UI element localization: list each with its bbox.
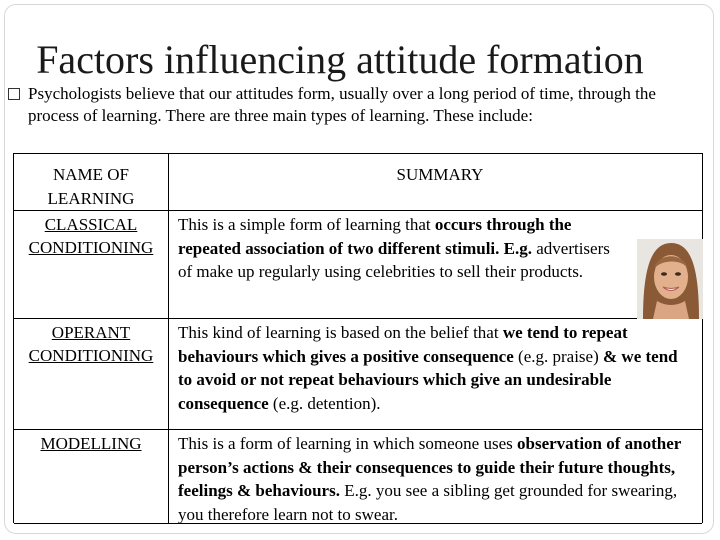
table-row xyxy=(14,211,702,319)
intro-text: Psychologists believe that our attitudes form, usually over a long period of time, through the process of learning. There are three main types of learning. These include: xyxy=(28,84,656,125)
summary-text: This is a simple form of learning that xyxy=(178,215,435,234)
summary-text: This is a form of learning in which someone uses xyxy=(178,434,517,453)
square-bullet-icon xyxy=(8,88,20,100)
row-summary-operant xyxy=(169,319,702,429)
header-col1-line1: NAME OF xyxy=(52,165,130,184)
table-row xyxy=(14,319,702,430)
row-name-modelling xyxy=(14,430,169,523)
header-name-of-learning xyxy=(14,154,169,210)
table-row xyxy=(14,430,702,524)
intro-paragraph xyxy=(8,83,708,127)
summary-text: E.g. you see a sibling get grounded for swearing, you therefore learn not to swear. xyxy=(178,481,678,524)
name-line1: MODELLING xyxy=(40,434,142,453)
learning-types-table xyxy=(13,153,703,523)
header-summary: SUMMARY xyxy=(396,165,484,184)
summary-bold-text: we tend to repeat behaviours which gives a positive consequence xyxy=(178,323,628,366)
row-name-classical xyxy=(14,211,169,318)
header-col1-line2: LEARNING xyxy=(47,189,135,208)
summary-bold-text: observation of another person’s actions & their consequences to guide their future thoughts, feelings & behaviours. xyxy=(178,434,682,500)
summary-bold-text: & we tend to avoid or not repeat behaviours which give an undesirable consequence xyxy=(178,346,678,413)
celebrity-photo xyxy=(637,239,703,319)
row-name-operant xyxy=(14,319,169,429)
name-line2: CONDITIONING xyxy=(28,346,154,365)
name-line2: CONDITIONING xyxy=(28,238,154,257)
summary-text: (e.g. detention). xyxy=(268,393,381,413)
summary-text: advertisers of make up regularly using celebrities to sell their products. xyxy=(178,238,610,281)
name-line1: CLASSICAL xyxy=(44,215,138,234)
summary-bold-text: occurs through the repeated association of two different stimuli. E.g. xyxy=(178,215,572,258)
row-summary-classical xyxy=(169,211,702,318)
row-summary-modelling xyxy=(169,430,702,523)
name-line1: OPERANT xyxy=(51,323,131,342)
summary-text: (e.g. praise) xyxy=(513,346,603,366)
slide-title: Factors influencing attitude formation xyxy=(36,37,644,82)
summary-text: This kind of learning is based on the belief that xyxy=(178,323,503,342)
table-header-row xyxy=(14,154,702,211)
